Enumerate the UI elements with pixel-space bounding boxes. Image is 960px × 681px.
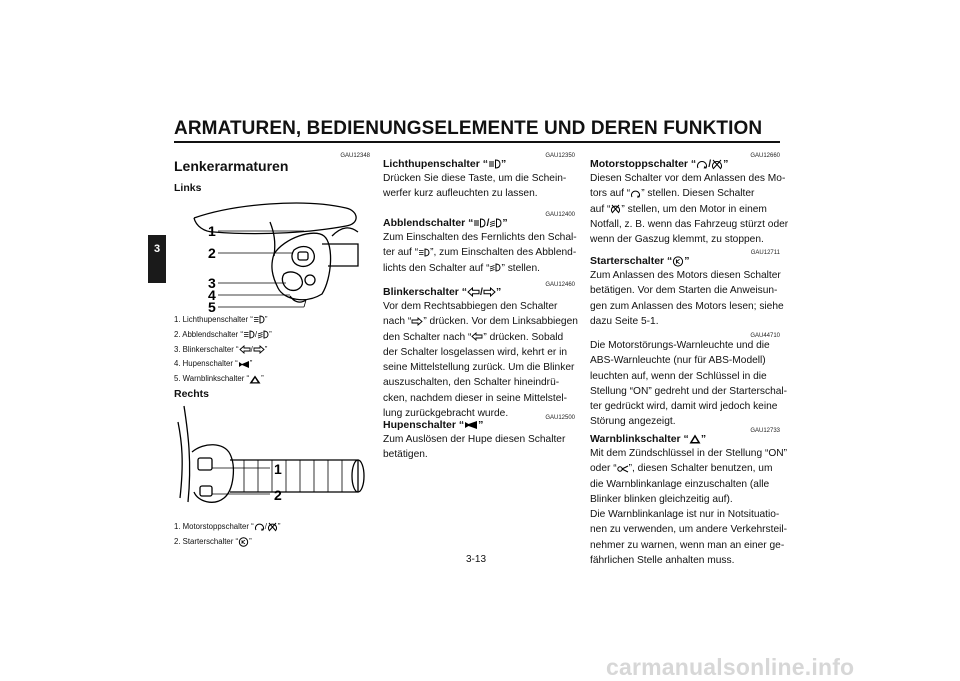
horn-icon [464, 420, 478, 430]
links-caption [174, 313, 272, 387]
low-beam-icon [489, 263, 501, 272]
section-code: GAU12733 [750, 428, 780, 434]
horn-icon [238, 360, 250, 369]
section-body: Die Motorstörungs-Warnleuchte und die ABS-Warnleuchte (nur für ABS-Modell) leuchten auf, wenn der Schlüssel in die Stellung “ON” gedreht und der Starterschal- ter gedrückt wird, damit wird jedoch keine Störung angezeigt. [590, 340, 788, 428]
turn-left-icon [471, 332, 483, 341]
start-icon [238, 537, 249, 547]
turn-left-icon [239, 345, 251, 354]
section-code: GAU12400 [545, 212, 575, 218]
section-code: GAU44710 [750, 333, 780, 339]
watermark: carmanualsonline.info [606, 654, 855, 680]
start-icon [672, 256, 684, 267]
callout-4: 4 [208, 287, 216, 303]
engine-stop-icon [610, 204, 621, 214]
section-title-warnblink: Warnblinkschalter “ ” [590, 433, 707, 445]
engine-stop-icon [267, 522, 278, 532]
caption-item: 3. Blinkerschalter “ / ” [174, 344, 268, 354]
parking-key-icon [617, 464, 629, 474]
section-code: GAU12500 [545, 415, 575, 421]
callout-2: 2 [208, 245, 216, 261]
section-body: Mit dem Zündschlüssel in der Stellung “ON” oder “ ”, diesen Schalter benutzen, um die Warnblinkanlage einzuschalten (alle Blinker blinken gleichzeitig auf). Die Warnblinkanlage ist nur in Notsituatio- nen zu verwenden, um andere Verkehrsteil- nehmer zu warnen, wenn man an einer ge- fährlichen Stelle anhalten muss. [590, 448, 788, 567]
section-body: Zum Auslösen der Hupe diesen Schalter betätigen. [383, 434, 566, 461]
chapter-tab: 3 [148, 235, 166, 283]
callout-2: 2 [274, 487, 282, 503]
callout-1: 1 [274, 461, 282, 477]
right-handlebar-illustration [174, 402, 374, 520]
section-title-hupe: Hupenschalter “ ” [383, 419, 484, 431]
caption-item: 1. Motorstoppschalter “ / ” [174, 522, 281, 531]
links-label: Links [174, 182, 202, 194]
section-title-lichthupe: Lichthupenschalter “ ” [383, 158, 507, 170]
engine-run-icon [630, 189, 641, 199]
section-body: Vor dem Rechtsabbiegen den Schalter nach “ ” drücken. Vor dem Linksabbiegen den Schalter nach “ ” drücken. Sobald der Schalter losgelassen wird, kehrt er in seine Mittelstellung zurück. Um die Blinker auszuschalten, den Schalter hineindrü- cken, nachdem dieser in seine Mittelstel- lung zurückgebracht wurde. [383, 301, 578, 420]
high-beam-icon [473, 218, 486, 228]
hazard-icon [249, 375, 261, 384]
turn-right-icon [253, 345, 265, 354]
section-title-blinker: Blinkerschalter “ / ” [383, 286, 502, 298]
section-body: Zum Anlassen des Motors diesen Schalter betätigen. Vor dem Starten die Anweisun- gen zum Anlassen des Motors lesen; siehe dazu Seite 5-1. [590, 270, 784, 327]
caption-item: 2. Abblendschalter “ / ” [174, 329, 272, 339]
section-title-starter: Starterschalter “ ” [590, 255, 690, 267]
turn-right-icon [483, 287, 496, 297]
section-code: GAU12350 [545, 153, 575, 159]
engine-stop-icon [711, 159, 723, 170]
high-beam-icon [243, 330, 255, 339]
section-code: GAU12711 [750, 250, 780, 256]
caption-item: 5. Warnblinkschalter “ ” [174, 374, 264, 384]
section-title-abblend: Abblendschalter “ / ” [383, 217, 508, 229]
rechts-caption [174, 520, 281, 550]
section-code: GAU12460 [545, 282, 575, 288]
callout-1: 1 [208, 223, 216, 239]
headlight-flash-icon [488, 159, 501, 169]
callout-3: 3 [208, 275, 216, 291]
caption-item: 2. Starterschalter “ ” [174, 536, 252, 546]
turn-left-icon [467, 287, 480, 297]
low-beam-icon [489, 218, 502, 228]
turn-right-icon [411, 317, 423, 326]
section-heading: Lenkerarmaturen [174, 158, 289, 174]
section-body: Drücken Sie diese Taste, um die Schein- werfer kurz aufleuchten zu lassen. [383, 173, 567, 200]
section-title-motorstopp: Motorstoppschalter “ / ” [590, 158, 729, 170]
section-body: Diesen Schalter vor dem Anlassen des Mo- tors auf “ ” stellen. Diesen Schalter auf “ ” stellen, um den Motor in einem Notfall, z. B. wenn das Fahrzeug stürzt oder wenn der Gaszug klemmt, zu stoppen. [590, 173, 789, 246]
page-number: 3-13 [466, 554, 487, 565]
section-body: Zum Einschalten des Fernlichts den Schal- ter auf “ ”, zum Einschalten des Abblend- lichts den Schalter auf “ ” stellen. [383, 232, 577, 274]
left-handlebar-illustration [174, 196, 374, 316]
section-code: GAU12660 [750, 153, 780, 159]
hazard-icon [689, 434, 701, 444]
callout-5: 5 [208, 299, 216, 315]
low-beam-icon [257, 330, 269, 339]
engine-run-icon [254, 522, 265, 532]
high-beam-icon [418, 248, 430, 257]
page-title: ARMATUREN, BEDIENUNGSELEMENTE UND DEREN FUNKTION [174, 118, 763, 139]
title-rule [174, 141, 780, 143]
rechts-label: Rechts [174, 388, 210, 400]
engine-run-icon [696, 159, 708, 170]
caption-item: 4. Hupenschalter “ ” [174, 359, 253, 369]
caption-item: 1. Lichthupenschalter “ ” [174, 315, 268, 324]
headlight-flash-icon [253, 315, 265, 324]
section-code: GAU12348 [340, 153, 370, 159]
